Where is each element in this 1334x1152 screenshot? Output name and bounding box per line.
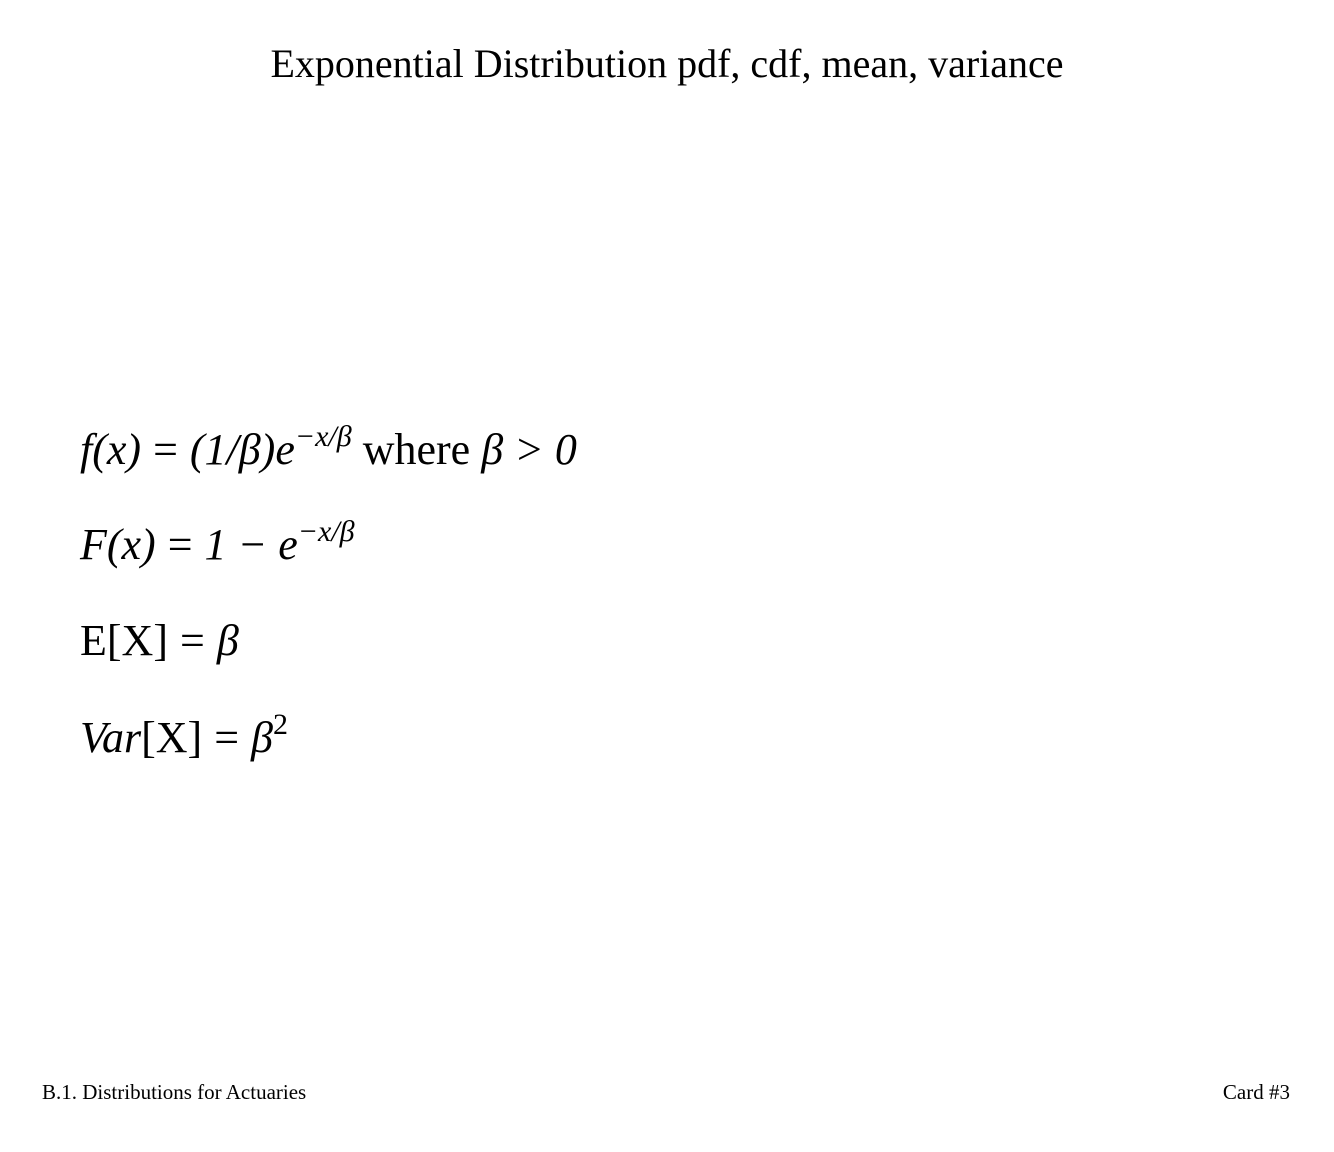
mean-equals: =	[179, 616, 205, 665]
variance-lhs-argument: [X]	[141, 713, 203, 762]
card-title: Exponential Distribution pdf, cdf, mean, variance	[270, 41, 1064, 86]
mean-formula	[80, 613, 239, 669]
formula-list	[80, 0, 1280, 800]
cdf-lhs: F(x)	[80, 520, 156, 569]
pdf-equals: =	[153, 425, 178, 474]
pdf-rhs-exponent: −x/β	[294, 420, 352, 453]
footer-section-label: B.1. Distributions for Actuaries	[42, 1080, 307, 1104]
variance-lhs-operator: Var	[80, 713, 142, 762]
mean-lhs-argument: [X]	[106, 616, 168, 665]
variance-rhs-base: β	[251, 713, 273, 762]
mean-lhs-operator: E	[80, 616, 107, 665]
mean-rhs: β	[216, 616, 239, 665]
pdf-formula	[80, 422, 577, 478]
cdf-rhs-base: 1 − e	[204, 520, 298, 569]
pdf-condition: β > 0	[481, 425, 577, 474]
cdf-equals: =	[167, 520, 193, 569]
pdf-lhs: f(x)	[80, 425, 142, 474]
cdf-rhs-exponent: −x/β	[297, 515, 355, 548]
variance-equals: =	[214, 713, 240, 762]
cdf-formula	[80, 517, 355, 573]
variance-formula	[80, 710, 288, 766]
footer-card-number: Card #3	[1222, 1080, 1290, 1104]
pdf-where-word: where	[362, 425, 471, 474]
variance-rhs-exponent: 2	[272, 708, 288, 741]
pdf-rhs-base: (1/β)e	[189, 425, 295, 474]
